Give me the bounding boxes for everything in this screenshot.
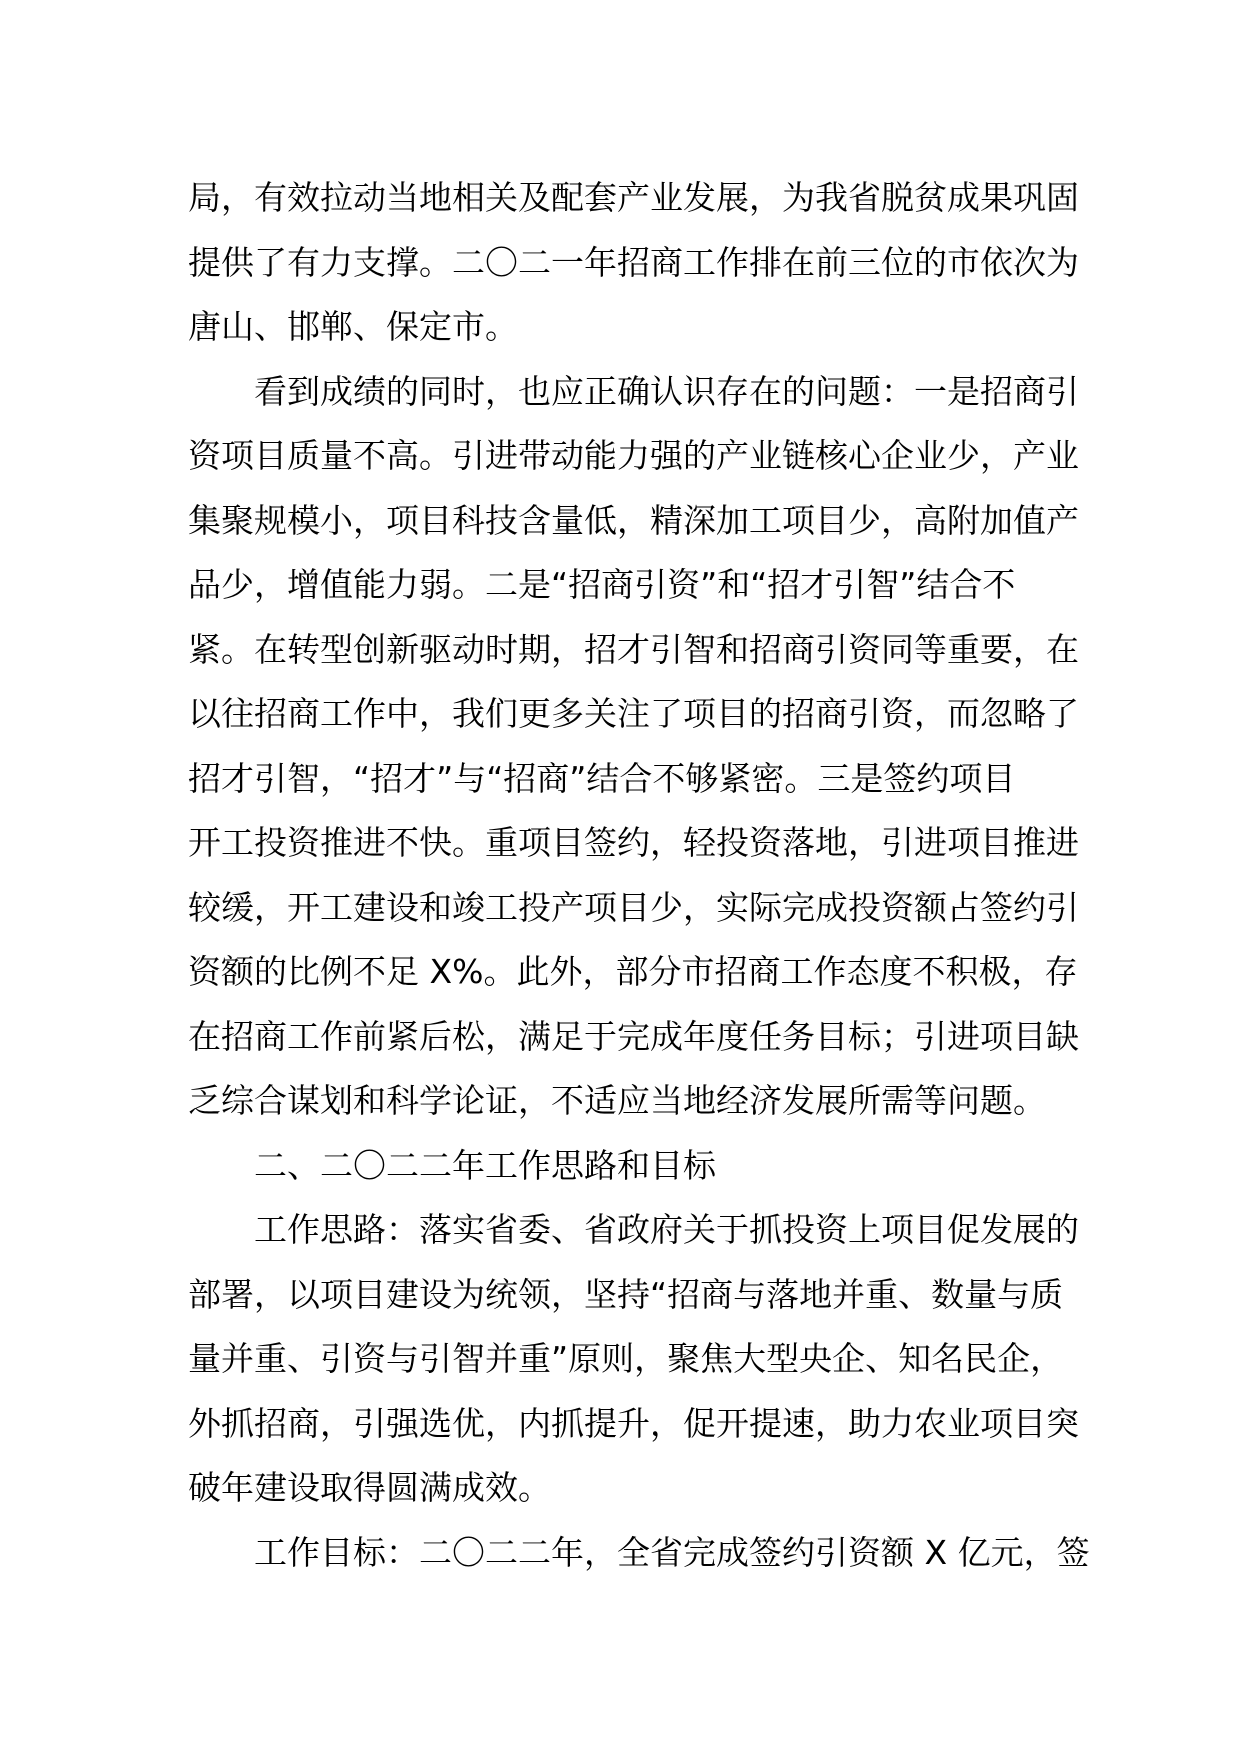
- text-line: 紧。在转型创新驱动时期，招才引智和招商引资同等重要，在: [188, 629, 1079, 669]
- paragraph-work-goals: [188, 1521, 1090, 1586]
- section-heading: [188, 1134, 1056, 1199]
- text-line: 提供了有力支撑。二〇二一年招商工作排在前三位的市依次为: [188, 242, 1079, 282]
- text-line: 工作思路：落实省委、省政府关于抓投资上项目促发展的: [254, 1210, 1079, 1249]
- text-line: 外抓招商，引强选优，内抓提升，促开提速，助力农业项目突: [188, 1403, 1079, 1443]
- text-line: 集聚规模小，项目科技含量低，精深加工项目少，高附加值产: [188, 500, 1079, 540]
- text-line: 在招商工作前紧后松，满足于完成年度任务目标；引进项目缺: [188, 1016, 1079, 1056]
- text-line: 招才引智，“招才”与“招商”结合不够紧密。三是签约项目: [188, 758, 1016, 798]
- document-body: [188, 166, 1090, 1585]
- text-line: 乏综合谋划和科学论证，不适应当地经济发展所需等问题。: [188, 1081, 1046, 1120]
- text-line: 以往招商工作中，我们更多关注了项目的招商引资，而忽略了: [188, 694, 1079, 733]
- text-line: 品少，增值能力弱。二是“招商引资”和“招才引智”结合不: [188, 565, 1016, 604]
- text-line: 局，有效拉动当地相关及配套产业发展，为我省脱贫成果巩固: [188, 178, 1079, 217]
- text-line: 工作目标：二〇二二年，全省完成签约引资额 X 亿元，签: [254, 1532, 1090, 1572]
- text-line: 看到成绩的同时，也应正确认识存在的问题：一是招商引: [254, 371, 1079, 411]
- text-line: 破年建设取得圆满成效。: [188, 1468, 551, 1507]
- text-line: 量并重、引资与引智并重”原则，聚焦大型央企、知名民企，: [188, 1339, 1064, 1378]
- paragraph-achievements-end: [188, 166, 1079, 360]
- text-line: 唐山、邯郸、保定市。: [188, 307, 518, 346]
- text-line: 部署，以项目建设为统领，坚持“招商与落地并重、数量与质: [188, 1274, 1064, 1314]
- text-line: 较缓，开工建设和竣工投产项目少，实际完成投资额占签约引: [188, 887, 1079, 927]
- paragraph-work-approach: [188, 1198, 1079, 1521]
- heading-text: 二、二〇二二年工作思路和目标: [254, 1145, 716, 1185]
- text-line: 资项目质量不高。引进带动能力强的产业链核心企业少，产业: [188, 436, 1079, 475]
- text-line: 资额的比例不足 X%。此外，部分市招商工作态度不积极，存: [188, 952, 1078, 991]
- paragraph-problems: [188, 360, 1079, 1134]
- text-line: 开工投资推进不快。重项目签约，轻投资落地，引进项目推进: [188, 823, 1079, 862]
